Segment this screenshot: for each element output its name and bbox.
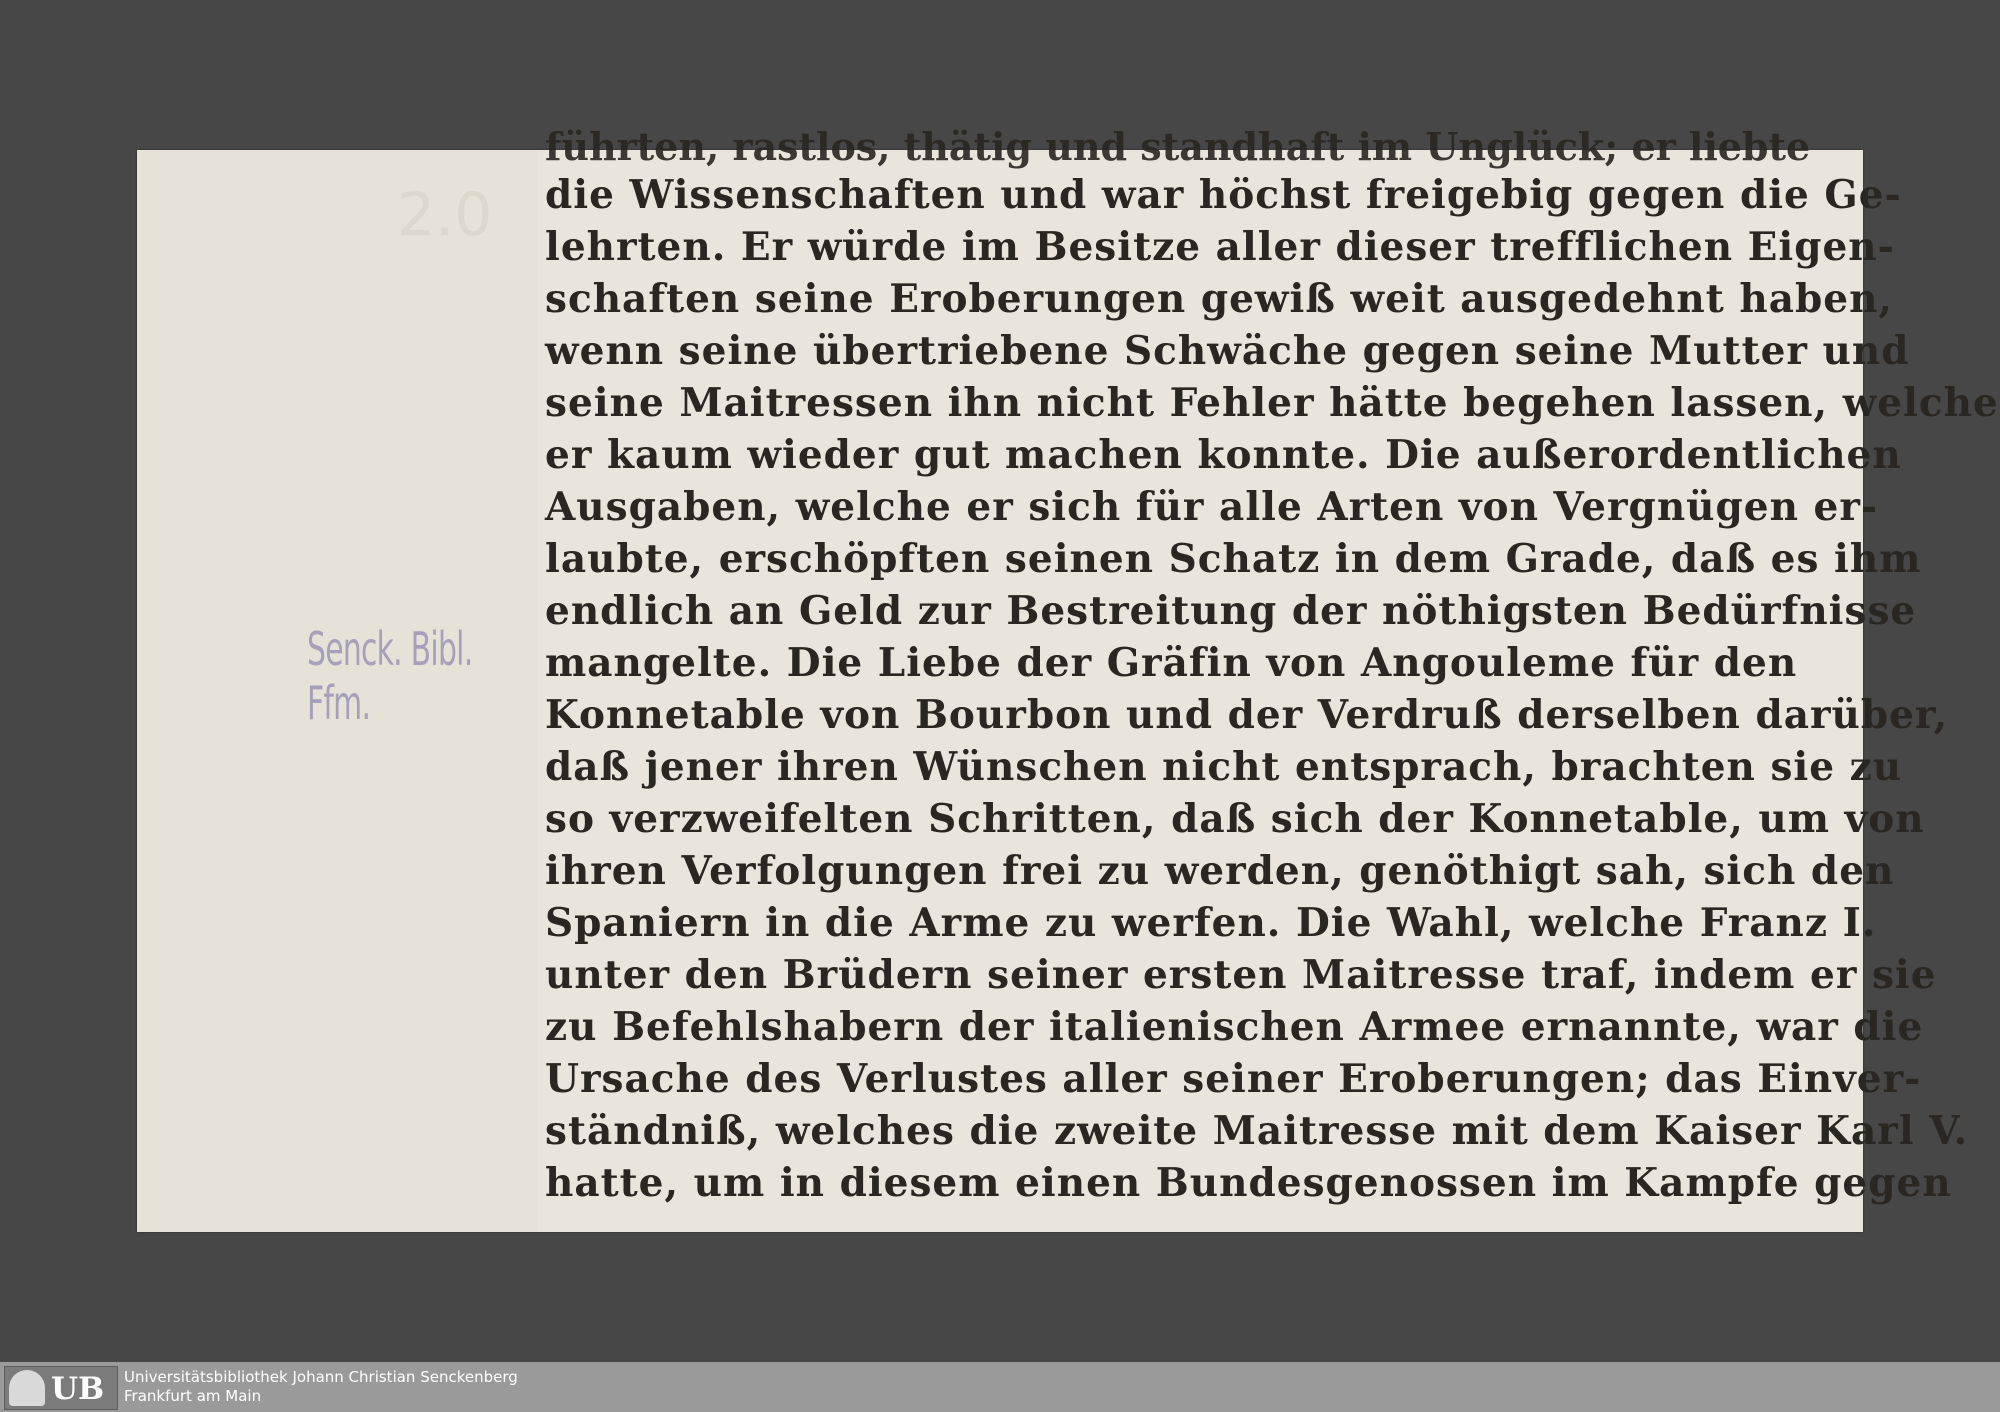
faint-pencil-mark: 2.0 — [397, 180, 493, 250]
library-stamp: Senck. Bibl. Ffm. — [307, 622, 473, 730]
text-line: ihren Verfolgungen frei zu werden, genöthigt sah, sich den — [545, 848, 1895, 894]
text-line: Ausgaben, welche er sich für alle Arten von Vergnügen er- — [545, 484, 1879, 530]
text-line: laubte, erschöpften seinen Schatz in dem Grade, daß es ihm — [545, 536, 1922, 582]
text-line: Spaniern in die Arme zu werfen. Die Wahl, welche Franz I. — [545, 900, 1877, 946]
viewer-footer — [0, 1362, 2000, 1412]
text-line: mangelte. Die Liebe der Gräfin von Angouleme für den — [545, 640, 1798, 686]
portrait-icon — [9, 1370, 45, 1406]
cut-off-text-line: führten, rastlos, thätig und standhaft im Unglück; er liebte — [545, 124, 1811, 169]
text-line: die Wissenschaften und war höchst freigebig gegen die Ge- — [545, 172, 1902, 218]
institution-city: Frankfurt am Main — [124, 1387, 262, 1405]
institution-info — [124, 1368, 518, 1406]
text-line: zu Befehlshabern der italienischen Armee ernannte, war die — [545, 1004, 1924, 1050]
text-line: Konnetable von Bourbon und der Verdruß derselben darüber, — [545, 692, 1949, 738]
text-line: so verzweifelten Schritten, daß sich der Konnetable, um von — [545, 796, 1925, 842]
text-line: er kaum wieder gut machen konnte. Die außerordentlichen — [545, 432, 1902, 478]
text-line: hatte, um in diesem einen Bundesgenossen im Kampfe gegen — [545, 1160, 1952, 1206]
text-line: unter den Brüdern seiner ersten Maitresse traf, indem er sie — [545, 952, 1937, 998]
text-line: wenn seine übertriebene Schwäche gegen seine Mutter und — [545, 328, 1910, 374]
institution-name: Universitätsbibliothek Johann Christian Senckenberg — [124, 1368, 518, 1386]
margin-strip — [137, 150, 537, 1232]
ub-logo[interactable] — [4, 1366, 118, 1410]
text-line: daß jener ihren Wünschen nicht entsprach, brachten sie zu — [545, 744, 1903, 790]
newspaper-clipping — [137, 124, 1999, 1232]
text-line: seine Maitressen ihn nicht Fehler hätte begehen lassen, welche — [545, 380, 1999, 426]
text-line: Ursache des Verlustes aller seiner Eroberungen; das Einver- — [545, 1056, 1922, 1102]
text-line: ständniß, welches die zweite Maitresse mit dem Kaiser Karl V. — [545, 1108, 1969, 1154]
article-text — [545, 124, 1999, 1232]
ub-logo-text: UB — [51, 1371, 105, 1407]
text-line: schaften seine Eroberungen gewiß weit ausgedehnt haben, — [545, 276, 1893, 322]
text-line: endlich an Geld zur Bestreitung der nöthigsten Bedürfnisse — [545, 588, 1917, 634]
text-line: lehrten. Er würde im Besitze aller dieser trefflichen Eigen- — [545, 224, 1895, 270]
